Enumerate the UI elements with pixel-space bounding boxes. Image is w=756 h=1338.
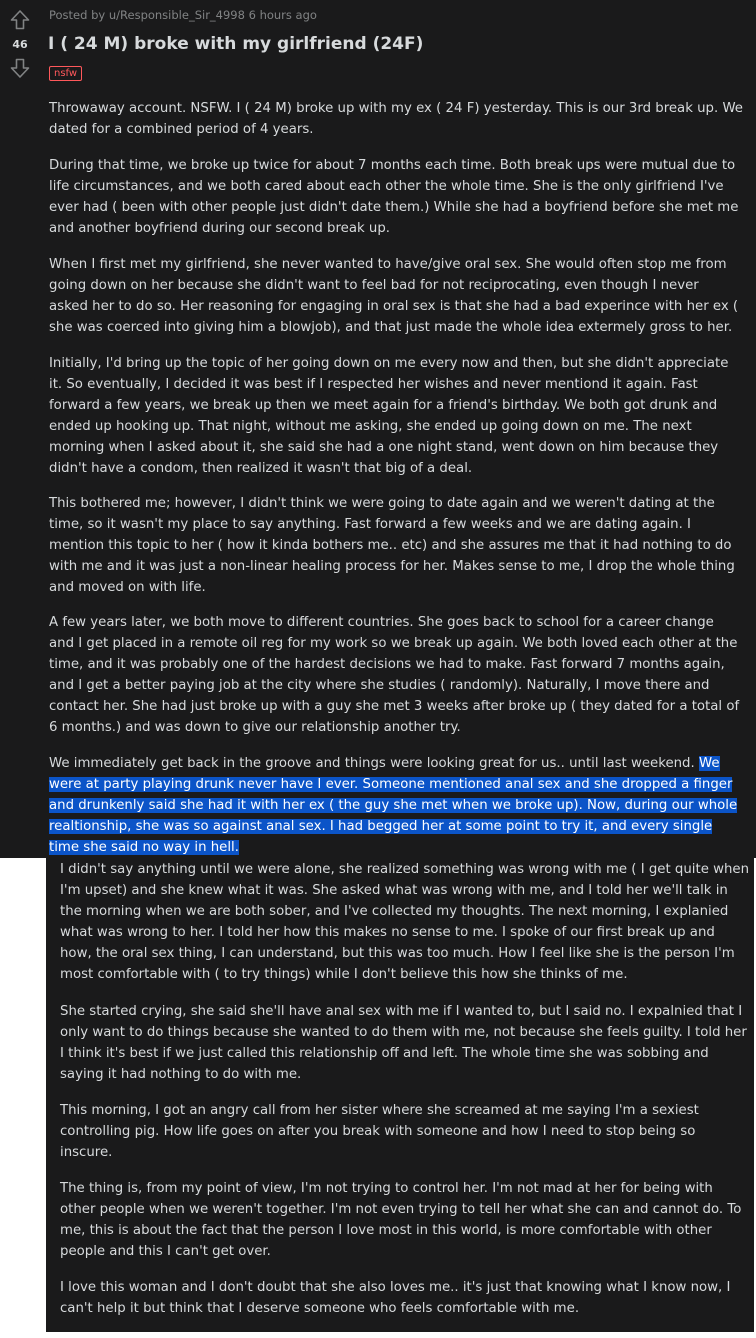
post-paragraph [49,612,739,738]
paragraph-line: didn't have a condom, then realized it wasn't that big of a deal. [49,461,473,476]
post-paragraph [60,1277,730,1319]
paragraph-line-text: We immediately get back in the groove and things were looking great for us.. until last weekend. [49,756,699,771]
paragraph-line: what was wrong to her. I told her how this makes no sense to me. I spoke of our first break up and [60,925,715,940]
post-paragraph [60,1001,747,1085]
paragraph-line: me, this is about the fact that the person I love most in this world, is more comfortable with other [60,1223,712,1238]
post-card-continued [46,857,754,1332]
paragraph-line: people and this I can't get over. [60,1244,271,1259]
paragraph-line: ended up hooking up. That night, without me asking, she ended up going down on me. The next [49,419,692,434]
paragraph-line: life circumstances, and we both cared about each other the whole time. She is the only girlfriend I've [49,179,724,194]
downvote-arrow-icon[interactable] [9,57,31,79]
paragraph-line: it. So eventually, I decided it was best if I respected her wishes and never mentiond it again. Fast [49,377,698,392]
paragraph-line: only want to do things because she wanted to do them with me, not because she feels guilty. I told her [60,1025,747,1040]
nsfw-flair: nsfw [49,66,82,81]
selected-text: We [698,756,720,771]
paragraph-line: This bothered me; however, I didn't think we were going to date again and we weren't dating at the [49,496,715,511]
paragraph-line: During that time, we broke up twice for about 7 months each time. Both break ups were mutual due to [49,158,736,173]
paragraph-line: ever had ( been with other people just didn't date them.) While she had a boyfriend before she met me [49,200,739,215]
paragraph-line: dated for a combined period of 4 years. [49,122,314,137]
meta-prefix: Posted by [49,8,106,22]
selected-text: were at party playing drunk never have I ever. Someone mentioned anal sex and she dropped a finger [49,777,733,792]
paragraph-line: controlling pig. How life goes on after you break with someone and how I need to stop being so [60,1124,696,1139]
paragraph-line: I think it's best if we just called this relationship off and left. The whole time she was sobbing and [60,1046,709,1061]
selected-text: time she said no way in hell. [49,840,239,855]
paragraph-line: Throwaway account. NSFW. I ( 24 M) broke up with my ex ( 24 F) yesterday. This is our 3rd break up. We [49,101,743,116]
post-paragraph [60,1178,741,1262]
paragraph-line: contact her. She had just broke up with a guy she met 3 weeks after broke up ( they dated for a total of [49,699,740,714]
selected-text: realtionship, she was so against anal sex. I had begged her at some point to try it, and every single [49,819,713,834]
post-paragraph [60,1100,699,1163]
upvote-arrow-icon[interactable] [9,9,31,31]
paragraph-line: Initially, I'd bring up the topic of her going down on me every now and then, but she didn't appreciate [49,356,729,371]
post-paragraph [49,353,728,479]
paragraph-line: can't help it but think that I deserve someone who feels comfortable with me. [60,1301,580,1316]
paragraph-line [49,774,737,795]
paragraph-line: going down on her because she didn't want to feel bad for not reciprocating, even though I never [49,278,699,293]
post-paragraph [60,859,749,985]
paragraph-line: time, and it was probably one of the hardest decisions we had to make. Fast forward 7 months again, [49,657,725,672]
post-meta [49,8,317,22]
paragraph-line: other people when we weren't together. I'm not even trying to tell her what she can and cannot do. To [60,1202,742,1217]
paragraph-line: and moved on with life. [49,580,206,595]
paragraph-line: time, so it wasn't my place to say anything. Fast forward a few weeks and we are dating again. I [49,517,691,532]
post-paragraph [49,254,738,338]
post-paragraph-highlighted [49,753,737,858]
paragraph-line: morning when I asked about it, she said she had a one night stand, went down on him because they [49,440,719,455]
post-paragraph [49,98,743,140]
post-title[interactable]: I ( 24 M) broke with my girlfriend (24F) [48,34,424,54]
paragraph-line [49,795,737,816]
paragraph-line: When I first met my girlfriend, she never wanted to have/give oral sex. She would often stop me from [49,257,727,272]
paragraph-line: I didn't say anything until we were alone, she realized something was wrong with me ( I get quite when [60,862,750,877]
paragraph-line: I love this woman and I don't doubt that she also loves me.. it's just that knowing what I know now, I [60,1280,731,1295]
paragraph-line [49,753,737,774]
post-age: 6 hours ago [248,8,317,22]
paragraph-line [49,816,737,837]
vote-column [0,0,40,100]
paragraph-line: inscure. [60,1145,113,1160]
paragraph-line [49,837,737,858]
paragraph-line: and I get a better paying job at the city where she studies ( randomly). Naturally, I move there and [49,678,710,693]
paragraph-line: This morning, I got an angry call from her sister where she screamed at me saying I'm a sexiest [60,1103,699,1118]
paragraph-line: saying it had nothing to do with me. [60,1067,302,1082]
author-link[interactable]: u/Responsible_Sir_4998 [108,8,245,22]
paragraph-line: mention this topic to her ( how it kinda bothers me.. etc) and she assures me that it had nothing to do [49,538,732,553]
paragraph-line: A few years later, we both move to different countries. She goes back to school for a career change [49,615,714,630]
paragraph-line: forward a few years, we break up then we meet again for a friend's birthday. We both got drunk and [49,398,718,413]
post-paragraph [49,493,735,598]
paragraph-line: and another boyfriend during our second break up. [49,221,391,236]
paragraph-line: most comfortable with ( to try things) while I don't believe this how she thinks of me. [60,967,628,982]
vote-score: 46 [12,38,28,51]
paragraph-line: with me and it was just a non-linear healing process for her. Makes sense to me, I drop the whole thing [49,559,735,574]
paragraph-line: asked her to do so. Her reasoning for engaging in oral sex is that she had a bad experince with her ex ( [49,299,739,314]
paragraph-line: The thing is, from my point of view, I'm not trying to control her. I'm not mad at her for being with [60,1181,713,1196]
paragraph-line: She started crying, she said she'll have anal sex with me if I wanted to, but I said no. I expalnied that I [60,1004,743,1019]
paragraph-line: I'm upset) and she knew what it was. She asked what was wrong with me, and I told her we'll talk in [60,883,728,898]
paragraph-line: the morning when we are both sober, and I've collected my thoughts. The next morning, I explanied [60,904,729,919]
paragraph-line: 6 months.) and was down to give our relationship another try. [49,720,461,735]
post-paragraph [49,155,738,239]
paragraph-line: she was coerced into giving him a blowjob), and that just made the whole idea extermely gross to her. [49,320,733,335]
selected-text: and drunkenly said she had it with her ex ( the guy she met when we broke up). Now, during our whole [49,798,738,813]
paragraph-line: and I get placed in a remote oil reg for my work so we break up again. We both loved each other at the [49,636,738,651]
paragraph-line: how, the oral sex thing, I can understand, but this was too much. How I feel like she is the person I'm [60,946,735,961]
